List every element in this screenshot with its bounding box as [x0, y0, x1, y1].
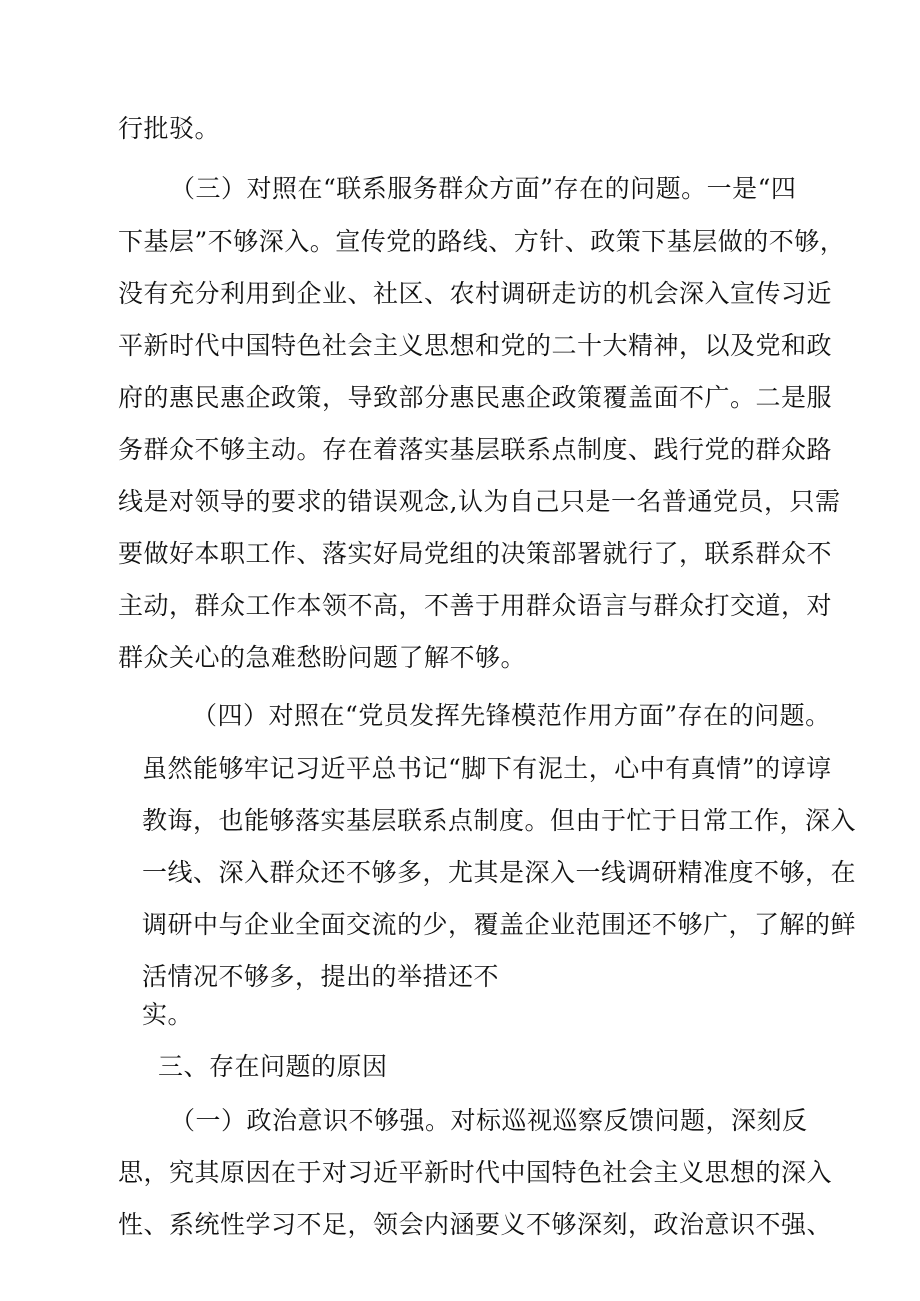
- text-line: 性、系统性学习不足，领会内涵要义不够深刻，政治意识不强、: [118, 1210, 833, 1239]
- text-line: 活情况不够多，提出的举措还不: [142, 962, 500, 991]
- text-line: 思，究其原因在于对习近平新时代中国特色社会主义思想的深入: [118, 1158, 833, 1187]
- text-line: 主动，群众工作本领不高，不善于用群众语言与群众打交道，对: [118, 591, 833, 620]
- text-line: 平新时代中国特色社会主义思想和党的二十大精神，以及党和政: [118, 331, 833, 360]
- text-line: 务群众不够主动。存在着落实基层联系点制度、践行党的群众路: [118, 435, 833, 464]
- text-line: 行批驳。: [118, 114, 221, 143]
- text-line: 教诲，也能够落实基层联系点制度。但由于忙于日常工作，深入: [142, 806, 857, 835]
- text-line: 实。: [142, 1000, 194, 1029]
- text-line: 线是对领导的要求的错误观念,认为自己只是一名普通党员，只需: [118, 487, 841, 516]
- text-line: 下基层”不够深入。宣传党的路线、方针、政策下基层做的不够，: [118, 227, 846, 256]
- text-line: （三）对照在“联系服务群众方面”存在的问题。一是“四: [170, 174, 797, 203]
- text-line: 虽然能够牢记习近平总书记“脚下有泥土，心中有真情”的谆谆: [142, 754, 832, 783]
- text-line: （一）政治意识不够强。对标巡视巡察反馈问题，深刻反: [170, 1106, 808, 1135]
- text-line: 群众关心的急难愁盼问题了解不够。: [118, 643, 527, 672]
- text-line: 调研中与企业全面交流的少，覆盖企业范围还不够广，了解的鲜: [142, 910, 857, 939]
- text-line: 府的惠民惠企政策，导致部分惠民惠企政策覆盖面不广。二是服: [118, 383, 833, 412]
- text-line: 要做好本职工作、落实好局党组的决策部署就行了，联系群众不: [118, 539, 833, 568]
- text-line: 没有充分利用到企业、社区、农村调研走访的机会深入宣传习近: [118, 279, 833, 308]
- text-line: （四）对照在“党员发挥先锋模范作用方面”存在的问题。: [192, 701, 831, 730]
- section-heading: 三、存在问题的原因: [158, 1052, 388, 1081]
- text-line: 一线、深入群众还不够多，尤其是深入一线调研精准度不够，在: [142, 858, 857, 887]
